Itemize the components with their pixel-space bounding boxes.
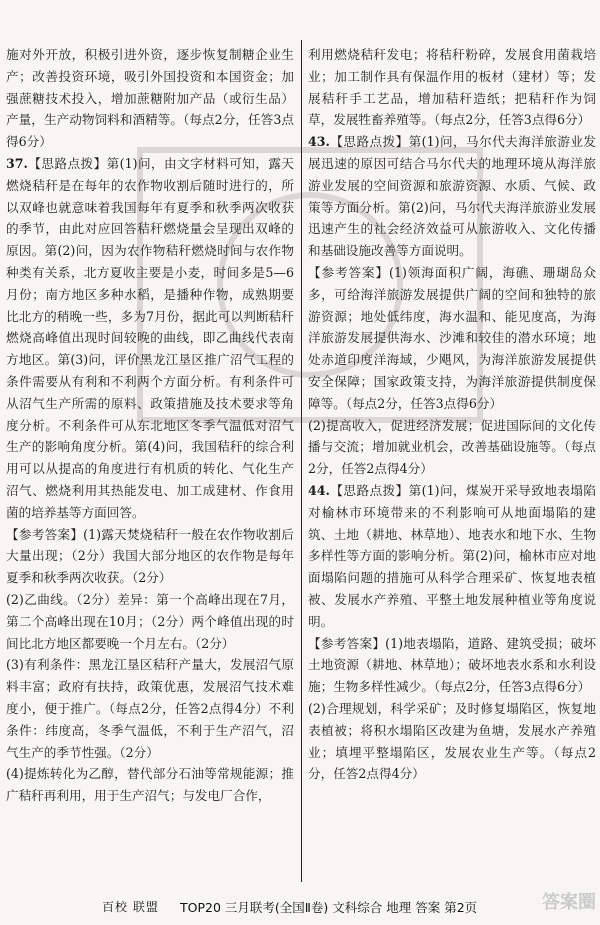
- right-column: [308, 44, 596, 785]
- question-37-answer-3: (3)有利条件：黑龙江垦区秸秆产量大，发展沼气原料丰富；政府有扶持，政策优惠，发展沼气技术难度小，便于推广。（每点2分，任答2点得4分）不利条件：纬度高，冬季气温低，不利于生产沼气，沼气生产的季节性强。（2分）: [6, 657, 294, 760]
- question-43-analysis-text: 【思路点拨】第(1)问，马尔代夫海洋旅游业发展迅速的原因可结合马尔代夫的地理环境从海洋旅游业发展的空间资源和旅游资源、水质、气候、政策等方面分析。第(2)问，马尔代夫海洋旅游业发展迅速产生的社会经济效益可从旅游收入、文化传播和基础设施改善等方面说明。: [308, 134, 596, 259]
- question-43-analysis: [308, 131, 596, 262]
- brand-logo: 百校 联盟: [102, 900, 159, 914]
- page-footer: [0, 886, 600, 925]
- question-44-answer-2: (2)合理规划，科学采矿；及时修复塌陷区，恢复地表植被；将积水塌陷区改建为鱼塘，发展水产养殖业；填埋平整塌陷区，发展农业生产等。（每点2分，任答2点得4分）: [308, 700, 596, 782]
- question-44-answer-1: 【参考答案】(1)地表塌陷，道路、建筑受损；破坏土地资源（耕地、林草地）；破坏地表水系和水利设施；生物多样性减少。（每点2分，任答3点得6分）: [308, 635, 596, 695]
- question-43-answer-2: (2)提高收入，促进经济发展；促进国际间的文化传播与交流；增加就业机会，改善基础设施等。（每点2分，任答2点得4分）: [308, 417, 596, 477]
- question-43-answer-1: 【参考答案】(1)领海面积广阔，海礁、珊瑚岛众多，可给海洋旅游发展提供广阔的空间和独特的旅游资源；地处低纬度，海水温和、能见度高，为海洋旅游发展提供海水、沙滩和较佳的潜水环境；地处赤道印度洋海域，少飓风，为海洋旅游发展提供安全保障；国家政策支持，为海洋旅游提供制度保障等。（每点2分，任答3点得6分）: [308, 264, 596, 411]
- question-44-number: 44.: [308, 482, 330, 498]
- question-43-number: 43.: [308, 134, 330, 150]
- column-divider: [301, 40, 302, 882]
- footer-title: TOP20 三月联考(全国Ⅱ卷) 文科综合 地理 答案 第2页: [180, 900, 478, 915]
- intro-paragraph: 施对外开放，积极引进外资，逐步恢复制糖企业生产；改善投资环境，吸引外国投资和本国资金；加强蔗糖技术投入，增加蔗糖附加产品（或衍生品）产量，生产动物饲料和酒精等。（每点2分，任答3点得6分）: [6, 47, 294, 150]
- right-intro-paragraph: 利用燃烧秸秆发电；将秸秆粉碎，发展食用菌栽培业；加工制作具有保温作用的板材（建材）等；发展秸秆手工艺品，增加秸秆造纸；把秸秆作为饲草，发展牲畜养殖等。（每点2分，任答3点得6分）: [308, 47, 596, 128]
- question-37-answer-1: 【参考答案】(1)露天焚烧秸秆一般在农作物收割后大量出现；（2分）我国大部分地区的农作物是每年夏季和秋季两次收获。（2分）: [6, 526, 294, 586]
- question-37-analysis: [6, 153, 294, 524]
- left-column: [6, 44, 294, 807]
- question-37-answer-2: (2)乙曲线。（2分）差异：第一个高峰出现在7月，第二个高峰出现在10月；（2分）两个峰值出现的时间比北方地区都要晚一个月左右。（2分）: [6, 591, 294, 651]
- site-watermark: 答案圈: [542, 892, 596, 913]
- question-44-analysis: [308, 480, 596, 633]
- question-37-number: 37.: [6, 155, 28, 171]
- question-37-answer-4: (4)提炼转化为乙醇，替代部分石油等常规能源；推广秸秆再利用，用于生产沼气；与发电厂合作，: [6, 766, 294, 804]
- question-37-analysis-text: 【思路点拨】第(1)问，由文字材料可知，露天燃烧秸秆是在每年的农作物收割后随时进行的，所以双峰也就意味着我国每年有夏季和秋季两次收获的季节，由此对应回答秸秆燃烧量会呈现出双峰的原因。第(2)问，因为农作物秸秆燃烧时间与农作物种类有关系，北方夏收主要是小麦，时间多是5—6月份；南方地区多种水稻，是播种作物，成熟期要比北方的稍晚一些，多为7月份，据此可以判断秸秆燃烧高峰值出现时间较晚的曲线，即乙曲线代表南方地区。第(3)问，评价黑龙江垦区推广沼气工程的条件需要从有利和不利两个方面分析。有利条件可从沼气生产所需的原料、政策措施及技术要求等角度分析。不利条件可从东北地区冬季气温低对沼气生产的影响角度分析。第(4)问，我国秸秆的综合利用可以从提高的角度进行有机质的转化、气化生产沼气、燃烧利用其热能发电、加工成建材、作食用菌的培养基等方面回答。: [6, 155, 294, 520]
- question-44-analysis-text: 【思路点拨】第(1)问，煤炭开采导致地表塌陷对榆林市环境带来的不利影响可从地面塌陷的建筑、土地（耕地、林草地）、地表水和地下水、生物多样性等方面的影响分析。第(2)问，榆林市应对地面塌陷问题的措施可从科学合理采矿、恢复地表植被、发展水产养殖、平整土地发展种植业等角度说明。: [308, 482, 596, 629]
